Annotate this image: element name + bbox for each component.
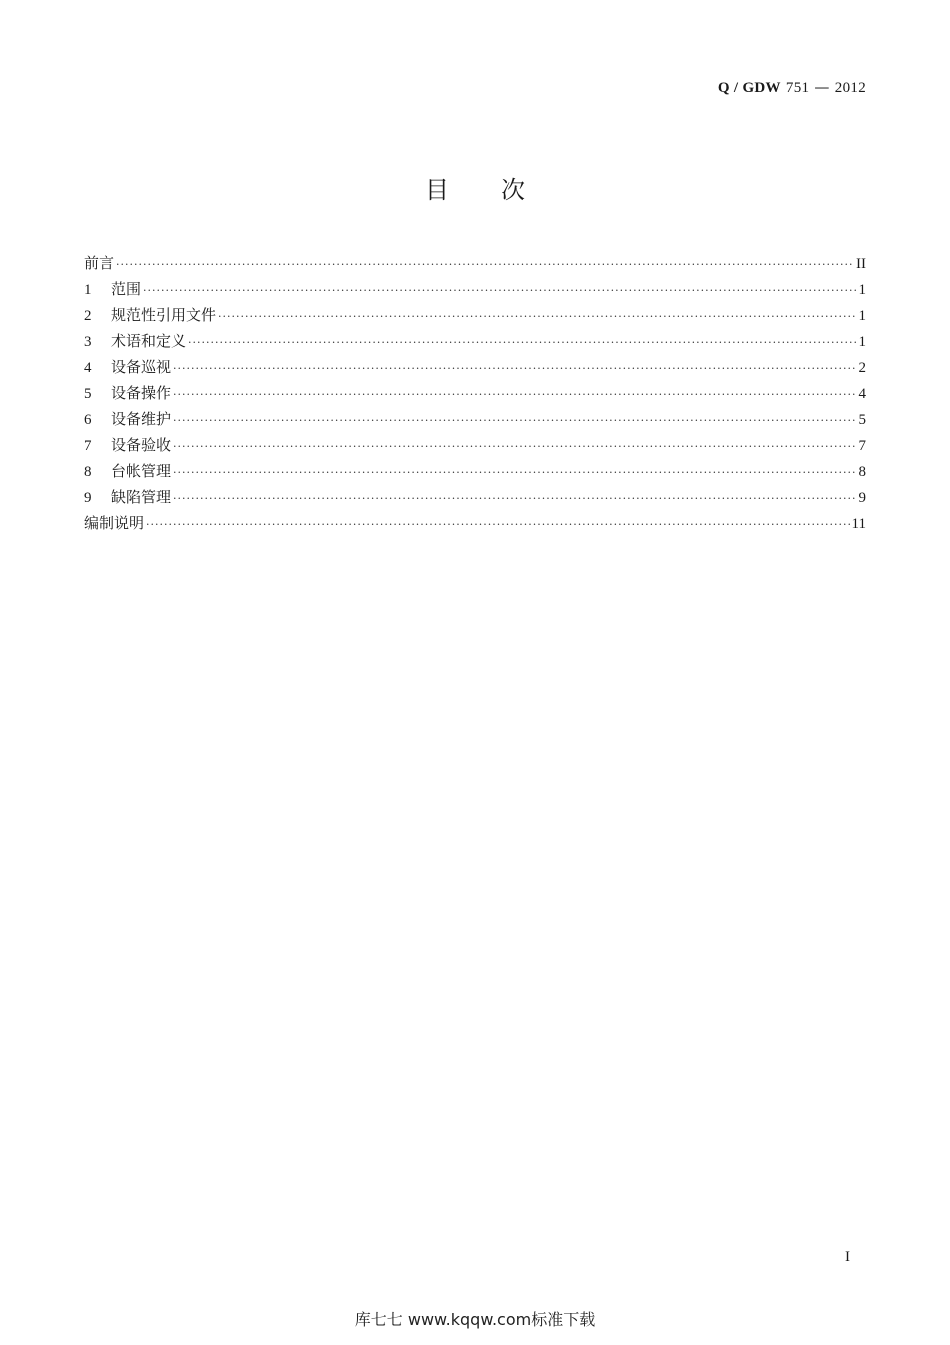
- toc-entry-number: 6: [84, 412, 92, 428]
- toc-entry-page: 1: [858, 334, 866, 350]
- toc-entry-label: 设备操作: [111, 384, 172, 402]
- toc-entry-page: 2: [858, 360, 866, 376]
- toc-leader-dots: [143, 278, 856, 304]
- toc-entry-label: 设备巡视: [111, 358, 172, 376]
- toc-entry-explanation[interactable]: [84, 510, 866, 536]
- toc-entry-4[interactable]: [84, 354, 866, 380]
- standard-header: [718, 78, 866, 97]
- toc-entry-page: 11: [851, 516, 866, 532]
- toc-entry-6[interactable]: [84, 406, 866, 432]
- toc-entry-number: 4: [84, 360, 92, 376]
- toc-entry-5[interactable]: [84, 380, 866, 406]
- toc-entry-page: 9: [858, 490, 866, 506]
- page-title-part1: 目: [425, 176, 449, 204]
- toc-leader-dots: [173, 408, 856, 434]
- toc-entry-page: 4: [858, 386, 866, 402]
- toc-entry-8[interactable]: [84, 458, 866, 484]
- toc-entry-label: 缺陷管理: [111, 488, 172, 506]
- toc-entry-page: 8: [858, 464, 866, 480]
- page-title: [0, 170, 950, 205]
- toc-entry-number: 5: [84, 386, 92, 402]
- footer-watermark: 库七七 www.kqqw.com标准下载: [354, 1310, 596, 1329]
- toc-leader-dots: [173, 460, 856, 486]
- toc-leader-dots: [146, 512, 850, 538]
- toc-entry-label: 前言: [84, 254, 115, 272]
- toc-leader-dots: [116, 252, 854, 278]
- toc-entry-number: 3: [84, 334, 92, 350]
- toc-entry-7[interactable]: [84, 432, 866, 458]
- page-number: I: [845, 1249, 850, 1265]
- toc-entry-number: 9: [84, 490, 92, 506]
- toc-leader-dots: [173, 486, 856, 512]
- standard-code: Q / GDW: [717, 80, 781, 96]
- toc-entry-page: 5: [858, 412, 866, 428]
- toc-entry-number: 7: [84, 438, 92, 454]
- toc-entry-page: II: [856, 256, 866, 272]
- standard-year: 2012: [834, 80, 866, 96]
- toc-entry-label: 术语和定义: [111, 332, 187, 350]
- toc-entry-page: 1: [858, 308, 866, 324]
- toc-entry-label: 范围: [111, 280, 142, 298]
- toc-entry-number: 2: [84, 308, 92, 324]
- toc-leader-dots: [173, 434, 856, 460]
- page-title-part2: 次: [501, 176, 525, 204]
- table-of-contents: [84, 250, 866, 536]
- toc-leader-dots: [218, 304, 856, 330]
- toc-entry-1[interactable]: [84, 276, 866, 302]
- toc-entry-label: 编制说明: [84, 514, 145, 532]
- toc-entry-2[interactable]: [84, 302, 866, 328]
- toc-entry-page: 1: [858, 282, 866, 298]
- standard-dash: —: [814, 78, 830, 96]
- toc-entry-label: 设备维护: [111, 410, 172, 428]
- toc-entry-3[interactable]: [84, 328, 866, 354]
- toc-entry-label: 设备验收: [111, 436, 172, 454]
- toc-entry-foreword[interactable]: [84, 250, 866, 276]
- toc-leader-dots: [173, 382, 856, 408]
- toc-entry-9[interactable]: [84, 484, 866, 510]
- toc-entry-page: 7: [858, 438, 866, 454]
- toc-entry-number: 1: [84, 282, 92, 298]
- toc-leader-dots: [173, 356, 856, 382]
- toc-leader-dots: [188, 330, 856, 356]
- toc-entry-label: 规范性引用文件: [111, 306, 217, 324]
- standard-number: 751: [785, 80, 810, 96]
- toc-entry-number: 8: [84, 464, 92, 480]
- toc-entry-label: 台帐管理: [111, 462, 172, 480]
